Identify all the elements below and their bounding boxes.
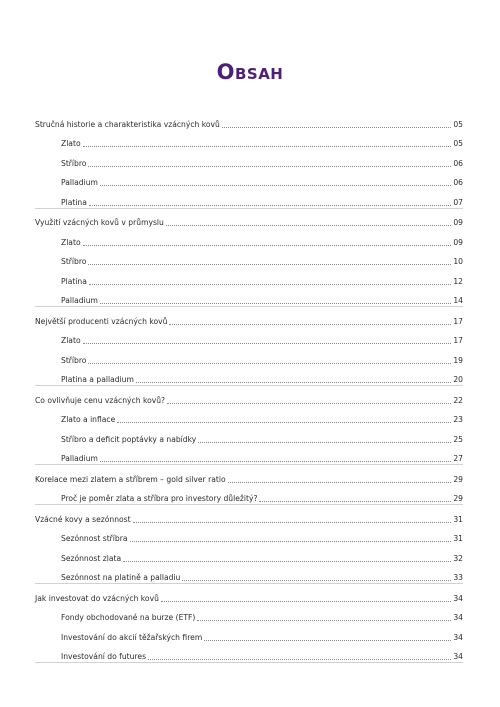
toc-subentry-title: Zlato a inflace [61, 415, 116, 424]
dot-leader [83, 245, 452, 246]
toc-entry-title: Stručná historie a charakteristika vzácných kovů [35, 119, 220, 129]
page-number: 23 [453, 415, 463, 424]
toc-subentry[interactable] [35, 188, 463, 208]
toc-subentry[interactable] [35, 346, 463, 366]
dot-leader [136, 382, 451, 383]
toc-entry-title: Co ovlivňuje cenu vzácných kovů? [35, 395, 166, 405]
page-number: 25 [453, 434, 463, 444]
toc-subentry[interactable] [35, 425, 463, 445]
dot-leader [169, 324, 451, 325]
toc-subentry-title: Palladium [61, 296, 98, 305]
toc-section [35, 307, 463, 386]
dot-leader [83, 343, 452, 344]
toc-entry[interactable] [35, 110, 463, 130]
toc-subentry-title: Stříbro a deficit poptávky a nabídky [61, 434, 197, 444]
dot-leader [166, 225, 451, 226]
page-number: 06 [453, 158, 463, 168]
toc-subentry-title: Stříbro [61, 257, 87, 266]
page-number: 34 [453, 652, 463, 661]
toc-subentry-title: Sezónnost zlata [61, 553, 122, 563]
toc-entry-title: Vzácné kovy a sezónnost [35, 514, 131, 524]
toc-subentry[interactable] [35, 149, 463, 169]
toc-subentry-title: Sezónnost stříbra [61, 534, 128, 543]
dot-leader [100, 461, 451, 462]
dot-leader [117, 422, 451, 423]
page-number: 17 [453, 336, 463, 345]
toc-entry[interactable] [35, 505, 463, 525]
dot-leader [130, 541, 452, 542]
dot-leader [197, 620, 451, 621]
toc-subentry-title: Fondy obchodované na burze (ETF) [61, 613, 196, 622]
toc-section [35, 386, 463, 465]
page-number: 10 [453, 257, 463, 266]
toc-entry[interactable] [35, 465, 463, 485]
toc-entry[interactable] [35, 386, 463, 406]
dot-leader [148, 659, 451, 660]
page-number: 06 [453, 178, 463, 187]
toc-subentry-title: Investování do futures [61, 652, 147, 661]
toc-entry[interactable] [35, 307, 463, 327]
dot-leader [88, 166, 451, 167]
toc-subentry-title: Platina [61, 197, 87, 207]
dot-leader [88, 264, 451, 265]
page-number: 05 [453, 139, 463, 148]
toc-subentry-title: Zlato [61, 237, 81, 247]
page-number: 14 [453, 296, 463, 305]
toc-subentry[interactable] [35, 485, 463, 505]
toc-entry-title: Využití vzácných kovů v průmyslu [35, 218, 164, 227]
page-number: 29 [453, 494, 463, 503]
page-number: 29 [453, 474, 463, 484]
toc-section [35, 505, 463, 584]
toc-section [35, 209, 463, 308]
dot-leader [123, 561, 451, 562]
dot-leader [161, 601, 451, 602]
page-number: 33 [453, 573, 463, 582]
table-of-contents [35, 110, 463, 663]
page-number: 31 [453, 534, 463, 543]
dot-leader [100, 185, 451, 186]
toc-entry[interactable] [35, 209, 463, 229]
toc-entry-title: Jak investovat do vzácných kovů [35, 593, 159, 603]
toc-subentry[interactable] [35, 327, 463, 347]
page-number: 20 [453, 375, 463, 384]
toc-subentry[interactable] [35, 267, 463, 287]
dot-leader [204, 640, 451, 641]
dot-leader [228, 482, 452, 483]
toc-entry-title: Největší producenti vzácných kovů [35, 316, 168, 326]
toc-subentry[interactable] [35, 366, 463, 386]
toc-subentry[interactable] [35, 643, 463, 663]
dot-leader [89, 205, 451, 206]
toc-subentry[interactable] [35, 564, 463, 584]
dot-leader [83, 146, 452, 147]
dot-leader [222, 127, 451, 128]
dot-leader [88, 363, 451, 364]
toc-subentry[interactable] [35, 544, 463, 564]
toc-subentry-title: Zlato [61, 139, 81, 148]
toc-subentry[interactable] [35, 406, 463, 426]
toc-subentry[interactable] [35, 525, 463, 545]
page-number: 34 [453, 632, 463, 642]
toc-section [35, 465, 463, 505]
page-number: 34 [453, 593, 463, 603]
toc-section [35, 584, 463, 663]
page-number: 19 [453, 355, 463, 365]
toc-subentry[interactable] [35, 445, 463, 465]
dot-leader [100, 303, 451, 304]
page-number: 17 [453, 316, 463, 326]
page-number: 34 [453, 613, 463, 622]
dot-leader [198, 442, 451, 443]
toc-entry-title: Korelace mezi zlatem a stříbrem – gold silver ratio [35, 474, 226, 484]
dot-leader [89, 284, 451, 285]
dot-leader [167, 403, 451, 404]
toc-subentry[interactable] [35, 287, 463, 307]
page-number: 22 [453, 395, 463, 405]
page-number: 31 [453, 514, 463, 524]
page-number: 32 [453, 553, 463, 563]
toc-subentry-title: Zlato [61, 336, 81, 345]
toc-subentry-title: Proč je poměr zlata a stříbra pro investory důležitý? [61, 494, 258, 503]
page-number: 12 [453, 276, 463, 286]
toc-subentry[interactable] [35, 604, 463, 624]
toc-subentry[interactable] [35, 169, 463, 189]
toc-section [35, 110, 463, 209]
toc-entry[interactable] [35, 584, 463, 604]
page-number: 09 [453, 218, 463, 227]
toc-subentry[interactable] [35, 130, 463, 150]
dot-leader [133, 522, 452, 523]
toc-subentry-title: Sezónnost na platině a palladiu [61, 573, 181, 582]
toc-subentry-title: Platina [61, 276, 87, 286]
toc-subentry[interactable] [35, 248, 463, 268]
page-number: 27 [453, 454, 463, 463]
toc-subentry[interactable] [35, 228, 463, 248]
toc-subentry-title: Palladium [61, 454, 98, 463]
page-number: 07 [453, 197, 463, 207]
page-title: Obsah [216, 60, 284, 84]
toc-subentry[interactable] [35, 623, 463, 643]
toc-subentry-title: Platina a palladium [61, 375, 134, 384]
page-number: 09 [453, 237, 463, 247]
toc-subentry-title: Stříbro [61, 355, 87, 365]
page-number: 05 [453, 119, 463, 129]
toc-subentry-title: Investování do akcií těžařských firem [61, 632, 203, 642]
toc-subentry-title: Palladium [61, 178, 98, 187]
dot-leader [259, 501, 451, 502]
dot-leader [182, 580, 451, 581]
toc-subentry-title: Stříbro [61, 158, 87, 168]
